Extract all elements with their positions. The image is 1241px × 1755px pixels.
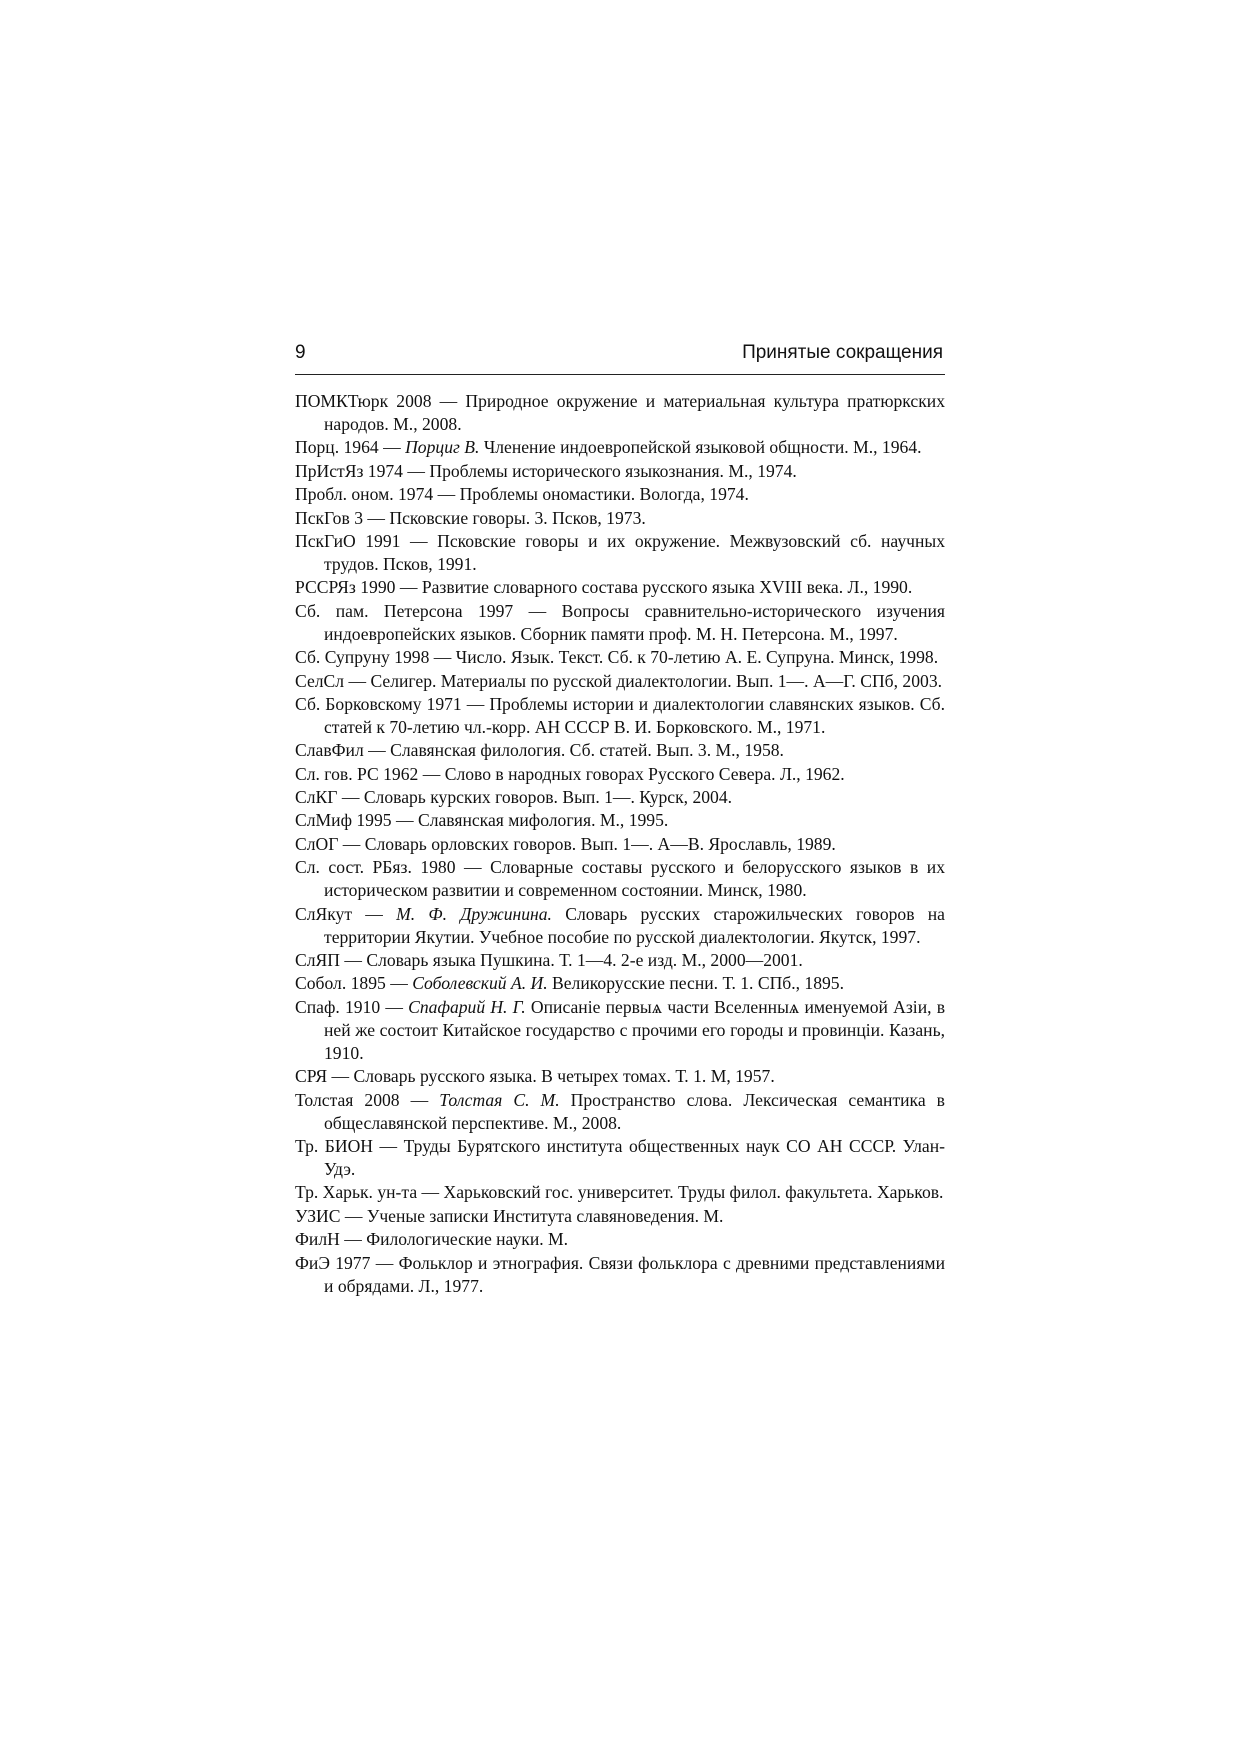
- abbreviation-entry: Сб. Борковскому 1971 — Проблемы истории и диалектологии славянских языков. Сб. статей к 70-летию чл.-корр. АН СССР В. И. Борковского. М., 1971.: [295, 693, 945, 737]
- abbreviation-entry: СлКГ — Словарь курских говоров. Вып. 1—. Курск, 2004.: [295, 787, 733, 808]
- section-title: Принятые сокращения: [742, 342, 943, 363]
- abbreviation-entry: Толстая 2008 — Толстая С. М. Пространство слова. Лексическая семантика в общеславянской перспективе. М., 2008.: [295, 1089, 945, 1133]
- entry-description: Природное окружение и материальная культура пратюркских народов. М., 2008.: [324, 391, 945, 434]
- entry-abbreviation: ПскГов 3: [295, 507, 363, 528]
- entry-abbreviation: Сб. пам. Петерсона 1997: [295, 600, 514, 621]
- entry-abbreviation: ПОМКТюрк 2008: [295, 391, 432, 411]
- entry-description: Великорусские песни. Т. 1. СПб., 1895.: [552, 973, 845, 994]
- entry-abbreviation: СлОГ: [295, 833, 339, 854]
- abbreviation-entry: ПрИстЯз 1974 — Проблемы исторического языкознания. М., 1974.: [295, 460, 797, 481]
- entry-abbreviation: ФилН: [295, 1229, 340, 1250]
- abbreviation-entry: СлЯкут — М. Ф. Дружинина. Словарь русских старожильческих говоров на территории Якутии. Учебное пособие по русской диалектологии. Якутск, 1997.: [295, 903, 945, 947]
- abbreviation-entry: СлМиф 1995 — Славянская мифология. М., 1995.: [295, 810, 669, 831]
- abbreviation-entry: ПскГов 3 — Псковские говоры. 3. Псков, 1973.: [295, 507, 646, 528]
- entry-abbreviation: СлЯкут: [295, 903, 353, 924]
- entry-description: Ученые записки Института славяноведения. М.: [366, 1205, 724, 1226]
- entry-description: Фольклор и этнография. Связи фольклора с древними представлениями и обрядами. Л., 1977.: [324, 1252, 945, 1296]
- page: [295, 338, 945, 1298]
- entry-abbreviation: СелСл: [295, 670, 345, 691]
- entry-description: Проблемы исторического языкознания. М., 1974.: [429, 460, 797, 481]
- abbreviation-entry: Спаф. 1910 — Спафарий Н. Г. Описанiе первыѧ части Вселенныѧ именуемой Азiи, в ней же состоит Китайское государство с прочими его городы и провинцiи. Казань, 1910.: [295, 996, 946, 1063]
- entry-description: Вопросы сравнительно-исторического изучения индоевропейских языков. Сборник памяти проф. М. Н. Петерсона. М., 1997.: [324, 600, 946, 644]
- abbreviation-entry: Сл. гов. РС 1962 — Слово в народных говорах Русского Севера. Л., 1962.: [295, 763, 845, 784]
- abbreviation-entry: УЗИС — Ученые записки Института славяноведения. М.: [295, 1205, 724, 1226]
- abbreviation-entry: ПскГиО 1991 — Псковские говоры и их окружение. Межвузовский сб. научных трудов. Псков, 1991.: [295, 530, 946, 574]
- abbreviation-entry: Сл. сост. РБяз. 1980 — Словарные составы русского и белорусского языков в их историческом развитии и современном состоянии. Минск, 1980.: [295, 857, 945, 901]
- entry-abbreviation: СлМиф 1995: [295, 810, 392, 831]
- entry-abbreviation: СлавФил: [295, 740, 364, 761]
- entry-description: Словарь курских говоров. Вып. 1—. Курск, 2004.: [363, 787, 733, 808]
- entry-abbreviation: Сл. гов. РС 1962: [295, 763, 419, 784]
- entry-description: Селигер. Материалы по русской диалектологии. Вып. 1—. А—Г. СПб, 2003.: [370, 670, 943, 691]
- entry-abbreviation: Сб. Борковскому 1971: [295, 693, 462, 714]
- entry-description: Псковские говоры. 3. Псков, 1973.: [389, 507, 646, 528]
- entry-description: Филологические науки. М.: [366, 1229, 569, 1250]
- entry-author: М. Ф. Дружинина.: [396, 903, 552, 924]
- entry-description: Проблемы ономастики. Вологда, 1974.: [459, 484, 749, 505]
- entry-abbreviation: Сл. сост. РБяз. 1980: [295, 857, 456, 878]
- abbreviation-entry: РССРЯз 1990 — Развитие словарного состава русского языка XVIII века. Л., 1990.: [295, 577, 913, 598]
- abbreviation-entry: Пробл. оном. 1974 — Проблемы ономастики. Вологда, 1974.: [295, 484, 749, 505]
- entry-abbreviation: ФиЭ 1977: [295, 1252, 371, 1273]
- entry-description: Описанiе первыѧ части Вселенныѧ именуемой Азiи, в ней же состоит Китайское государство с прочими его городы и провинцiи. Казань, 1910.: [324, 996, 946, 1063]
- entry-abbreviation: СРЯ: [295, 1066, 328, 1087]
- entry-author: Толстая С. М.: [439, 1089, 560, 1110]
- entry-description: Слово в народных говорах Русского Севера. Л., 1962.: [444, 763, 845, 784]
- entry-description: Славянская мифология. М., 1995.: [417, 810, 669, 831]
- abbreviation-entry: Сб. пам. Петерсона 1997 — Вопросы сравнительно-исторического изучения индоевропейских языков. Сборник памяти проф. М. Н. Петерсона. М., 1997.: [295, 600, 946, 644]
- entry-abbreviation: ПскГиО 1991: [295, 530, 401, 551]
- entry-abbreviation: Порц. 1964: [295, 437, 379, 458]
- entry-description: Развитие словарного состава русского языка XVIII века. Л., 1990.: [421, 577, 913, 598]
- entry-description: Число. Язык. Текст. Сб. к 70-летию А. Е. Супруна. Минск, 1998.: [455, 647, 939, 668]
- entry-description: Псковские говоры и их окружение. Межвузовский сб. научных трудов. Псков, 1991.: [324, 530, 946, 574]
- entry-description: Харьковский гос. университет. Труды филол. факультета. Харьков.: [443, 1182, 944, 1203]
- entry-abbreviation: Тр. Харьк. ун-та: [295, 1182, 418, 1203]
- entry-abbreviation: Пробл. оном. 1974: [295, 484, 434, 505]
- entry-description: Словарь орловских говоров. Вып. 1—. А—В. Ярославль, 1989.: [364, 833, 836, 854]
- abbreviation-entry: Тр. БИОН — Труды Бурятского института общественных наук СО АН СССР. Улан-Удэ.: [295, 1135, 946, 1179]
- entry-abbreviation: Тр. БИОН: [295, 1135, 373, 1156]
- abbreviation-entry: СлЯП — Словарь языка Пушкина. Т. 1—4. 2-е изд. М., 2000—2001.: [295, 950, 803, 971]
- entry-abbreviation: Собол. 1895: [295, 973, 386, 994]
- entry-abbreviation: СлКГ: [295, 787, 338, 808]
- entry-description: Словарь русского языка. В четырех томах. Т. 1. М, 1957.: [353, 1066, 775, 1087]
- abbreviation-entry: ФиЭ 1977 — Фольклор и этнография. Связи фольклора с древними представлениями и обрядами. Л., 1977.: [295, 1252, 945, 1296]
- entry-description: Пространство слова. Лексическая семантика в общеславянской перспективе. М., 2008.: [324, 1089, 945, 1133]
- entry-abbreviation: ПрИстЯз 1974: [295, 460, 403, 481]
- entry-author: Соболевский А. И.: [412, 973, 548, 994]
- entry-description: Словарь языка Пушкина. Т. 1—4. 2-е изд. М., 2000—2001.: [366, 950, 803, 971]
- abbreviation-entry: ПОМКТюрк 2008 — Природное окружение и материальная культура пратюркских народов. М., 2008.: [295, 391, 945, 434]
- abbreviation-entry: СлавФил — Славянская филология. Сб. статей. Вып. 3. М., 1958.: [295, 740, 784, 761]
- entry-abbreviation: Спаф. 1910: [295, 996, 381, 1017]
- abbreviation-entry: СелСл — Селигер. Материалы по русской диалектологии. Вып. 1—. А—Г. СПб, 2003.: [295, 670, 943, 691]
- abbreviation-entry: Порц. 1964 — Порциг В. Членение индоевропейской языковой общности. М., 1964.: [295, 437, 922, 458]
- entry-author: Спафарий Н. Г.: [408, 996, 526, 1017]
- entry-abbreviation: УЗИС: [295, 1205, 341, 1226]
- entry-description: Труды Бурятского института общественных наук СО АН СССР. Улан-Удэ.: [324, 1135, 946, 1179]
- entry-description: Славянская филология. Сб. статей. Вып. 3. М., 1958.: [390, 740, 784, 761]
- entry-abbreviation: Толстая 2008: [295, 1089, 400, 1110]
- entry-author: Порциг В.: [405, 437, 480, 458]
- entry-abbreviation: СлЯП: [295, 950, 340, 971]
- entry-description: Членение индоевропейской языковой общности. М., 1964.: [483, 437, 922, 458]
- abbreviation-entry: Тр. Харьк. ун-та — Харьковский гос. университет. Труды филол. факультета. Харьков.: [295, 1182, 944, 1203]
- abbreviation-entry: Собол. 1895 — Соболевский А. И. Великорусские песни. Т. 1. СПб., 1895.: [295, 973, 845, 994]
- running-head: [295, 338, 945, 375]
- entry-abbreviation: РССРЯз 1990: [295, 577, 396, 598]
- entry-abbreviation: Сб. Супруну 1998: [295, 647, 430, 668]
- abbreviation-entry: СлОГ — Словарь орловских говоров. Вып. 1—. А—В. Ярославль, 1989.: [295, 833, 836, 854]
- entry-description: Проблемы истории и диалектологии славянских языков. Сб. статей к 70-летию чл.-корр. АН СССР В. И. Борковского. М., 1971.: [324, 693, 945, 737]
- abbreviation-entry: ФилН — Филологические науки. М.: [295, 1229, 569, 1250]
- page-number: 9: [295, 342, 306, 363]
- abbreviation-entry: Сб. Супруну 1998 — Число. Язык. Текст. Сб. к 70-летию А. Е. Супруна. Минск, 1998.: [295, 647, 939, 668]
- abbreviation-entry: СРЯ — Словарь русского языка. В четырех томах. Т. 1. М, 1957.: [295, 1066, 775, 1087]
- abbreviation-list: [295, 390, 945, 1298]
- entry-description: Словарь русских старожильческих говоров на территории Якутии. Учебное пособие по русской диалектологии. Якутск, 1997.: [324, 903, 945, 947]
- entry-description: Словарные составы русского и белорусского языков в их историческом развитии и современном состоянии. Минск, 1980.: [324, 857, 945, 901]
